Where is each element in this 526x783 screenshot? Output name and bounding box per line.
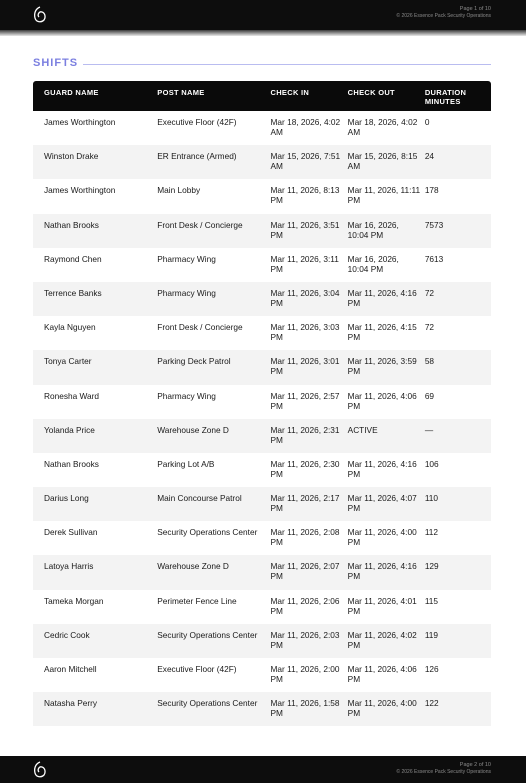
- guard-name-cell: James Worthington: [44, 185, 116, 196]
- check-out-cell: Mar 11, 2026, 4:16 PM: [348, 555, 425, 589]
- guard-name-cell: Tameka Morgan: [44, 595, 104, 606]
- check-out-cell: Mar 11, 2026, 3:59 PM: [348, 350, 425, 384]
- duration-cell: 0: [424, 117, 430, 127]
- header-page-number: Page 1 of 10: [459, 6, 491, 12]
- post-name-cell: Executive Floor (42F): [157, 664, 237, 674]
- check-out-cell: Mar 18, 2026, 4:02 AM: [347, 117, 418, 137]
- duration-cell: 115: [424, 595, 439, 606]
- table-row: [33, 145, 491, 179]
- guard-name-cell: Winston Drake: [33, 145, 157, 179]
- check-in-cell: Mar 11, 2026, 3:04 PM: [271, 282, 348, 316]
- logo-icon: [33, 6, 47, 24]
- guard-name-cell: Natasha Perry: [33, 692, 157, 726]
- check-in-cell: Mar 11, 2026, 3:01 PM: [271, 350, 348, 384]
- duration-cell: 112: [424, 527, 439, 538]
- duration-cell: 24: [425, 145, 491, 179]
- guard-name-cell: Derek Sullivan: [44, 527, 98, 538]
- check-in-cell: Mar 11, 2026, 2:17 PM: [271, 487, 348, 521]
- guard-name-cell: Terrence Banks: [33, 282, 157, 316]
- duration-cell: 129: [425, 555, 491, 589]
- guard-name-cell: Yolanda Price: [33, 419, 157, 453]
- post-name-cell: Pharmacy Wing: [157, 390, 216, 401]
- post-name-cell: Security Operations Center: [157, 527, 258, 538]
- post-name-cell: ER Entrance (Armed): [157, 145, 270, 179]
- duration-cell: 178: [424, 185, 439, 196]
- post-name-cell: Front Desk / Concierge: [157, 214, 270, 248]
- table-row: [33, 555, 491, 589]
- duration-cell: 58: [425, 350, 491, 384]
- table-row: [33, 248, 491, 282]
- footer-copyright: © 2026 Essence Pack Security Operations: [396, 769, 491, 775]
- check-in-cell: Mar 18, 2026, 4:02 AM: [270, 117, 341, 137]
- guard-name-cell: Cedric Cook: [33, 624, 157, 658]
- page-header-bar: [0, 0, 526, 30]
- duration-cell: 72: [424, 322, 435, 333]
- guard-name-cell: Tonya Carter: [33, 350, 157, 384]
- duration-cell: 106: [424, 458, 439, 469]
- table-row: [33, 282, 491, 316]
- check-out-cell: Mar 16, 2026, 10:04 PM: [348, 214, 425, 248]
- check-out-cell: Mar 11, 2026, 4:00 PM: [347, 527, 417, 548]
- post-name-cell: Perimeter Fence Line: [157, 595, 237, 606]
- guard-name-cell: Nathan Brooks: [33, 214, 157, 248]
- duration-cell: 72: [425, 282, 491, 316]
- post-name-cell: Pharmacy Wing: [157, 253, 216, 264]
- check-in-cell: Mar 11, 2026, 2:08 PM: [270, 527, 340, 548]
- header-page-info: [396, 6, 491, 20]
- column-header-post-name: POST NAME: [157, 81, 270, 111]
- check-out-cell: Mar 11, 2026, 4:07 PM: [348, 487, 425, 521]
- guard-name-cell: Kayla Nguyen: [44, 322, 96, 333]
- post-name-cell: Front Desk / Concierge: [157, 322, 243, 333]
- guard-name-cell: Latoya Harris: [33, 555, 157, 589]
- check-out-cell: Mar 11, 2026, 4:16 PM: [347, 458, 417, 479]
- footer-logo-icon: [33, 761, 47, 779]
- duration-cell: 110: [425, 487, 491, 521]
- guard-name-cell: James Worthington: [44, 117, 116, 127]
- duration-cell: 119: [425, 624, 491, 658]
- duration-cell: 69: [424, 390, 435, 401]
- check-out-cell: Mar 11, 2026, 4:06 PM: [347, 390, 417, 411]
- page-footer-bar: [0, 756, 526, 783]
- check-in-cell: Mar 11, 2026, 1:58 PM: [271, 692, 348, 726]
- check-out-cell: Mar 11, 2026, 4:01 PM: [347, 595, 417, 616]
- check-in-cell: Mar 11, 2026, 2:00 PM: [270, 664, 340, 684]
- post-name-cell: Pharmacy Wing: [157, 282, 270, 316]
- footer-page-info: [396, 762, 491, 776]
- post-name-cell: Parking Lot A/B: [157, 458, 215, 469]
- check-in-cell: Mar 11, 2026, 8:13 PM: [270, 185, 340, 206]
- duration-cell: 126: [424, 664, 439, 674]
- duration-cell: 122: [425, 692, 491, 726]
- table-row: [33, 111, 491, 145]
- guard-name-cell: Ronesha Ward: [44, 390, 100, 401]
- check-out-cell: Mar 11, 2026, 4:02 PM: [348, 624, 425, 658]
- table-row: [33, 214, 491, 248]
- post-name-cell: Executive Floor (42F): [157, 117, 237, 127]
- check-out-cell: Mar 11, 2026, 4:16 PM: [348, 282, 425, 316]
- table-row: [33, 419, 491, 453]
- guard-name-cell: Aaron Mitchell: [44, 664, 97, 674]
- column-header-check-out: CHECK OUT: [348, 81, 425, 111]
- check-in-cell: Mar 15, 2026, 7:51 AM: [271, 145, 348, 179]
- table-row: [33, 624, 491, 658]
- table-row: [33, 350, 491, 384]
- check-out-cell: Mar 11, 2026, 4:00 PM: [348, 692, 425, 726]
- table-row: [33, 316, 491, 350]
- check-in-cell: Mar 11, 2026, 3:11 PM: [270, 253, 339, 274]
- table-row: [33, 521, 491, 555]
- header-shadow: [0, 30, 526, 36]
- check-in-cell: Mar 11, 2026, 2:03 PM: [271, 624, 348, 658]
- section-divider: [83, 64, 491, 65]
- check-in-cell: Mar 11, 2026, 2:57 PM: [270, 390, 340, 411]
- post-name-cell: Main Concourse Patrol: [157, 487, 270, 521]
- post-name-cell: Security Operations Center: [157, 624, 270, 658]
- guard-name-cell: Darius Long: [33, 487, 157, 521]
- post-name-cell: Main Lobby: [157, 185, 201, 196]
- table-row: [33, 658, 491, 692]
- duration-cell: —: [425, 419, 491, 453]
- check-in-cell: Mar 11, 2026, 2:31 PM: [271, 419, 348, 453]
- check-in-cell: Mar 11, 2026, 3:51 PM: [271, 214, 348, 248]
- check-in-cell: Mar 11, 2026, 2:07 PM: [271, 555, 348, 589]
- check-out-cell: Mar 16, 2026, 10:04 PM: [347, 253, 399, 274]
- guard-name-cell: Nathan Brooks: [44, 458, 99, 469]
- check-in-cell: Mar 11, 2026, 3:03 PM: [270, 322, 340, 343]
- table-row: [33, 692, 491, 726]
- header-copyright: © 2026 Essence Pack Security Operations: [396, 13, 491, 19]
- post-name-cell: Warehouse Zone D: [157, 555, 270, 589]
- duration-cell: 7573: [425, 214, 491, 248]
- section-title: SHIFTS: [33, 57, 79, 69]
- check-out-cell: Mar 15, 2026, 8:15 AM: [348, 145, 425, 179]
- footer-page-number: Page 2 of 10: [459, 762, 491, 768]
- table-row: [33, 385, 491, 419]
- post-name-cell: Warehouse Zone D: [157, 419, 270, 453]
- duration-cell: 7613: [424, 253, 444, 264]
- guard-name-cell: Raymond Chen: [44, 253, 102, 264]
- check-in-cell: Mar 11, 2026, 2:06 PM: [270, 595, 340, 616]
- check-in-cell: Mar 11, 2026, 2:30 PM: [270, 458, 340, 479]
- post-name-cell: Security Operations Center: [157, 692, 270, 726]
- check-out-cell: Mar 11, 2026, 4:06 PM: [347, 664, 417, 684]
- check-out-cell: Mar 11, 2026, 11:11 PM: [347, 185, 421, 206]
- check-out-cell: ACTIVE: [348, 419, 425, 453]
- table-row: [33, 453, 491, 487]
- table-row: [33, 487, 491, 521]
- shifts-table: [33, 81, 491, 726]
- column-header-duration-minutes: DURATION MINUTES: [425, 81, 491, 111]
- table-row: [33, 179, 491, 213]
- table-header-row: [33, 81, 491, 111]
- post-name-cell: Parking Deck Patrol: [157, 350, 270, 384]
- check-out-cell: Mar 11, 2026, 4:15 PM: [347, 322, 417, 343]
- column-header-guard-name: GUARD NAME: [33, 81, 157, 111]
- column-header-check-in: CHECK IN: [271, 81, 348, 111]
- table-row: [33, 590, 491, 624]
